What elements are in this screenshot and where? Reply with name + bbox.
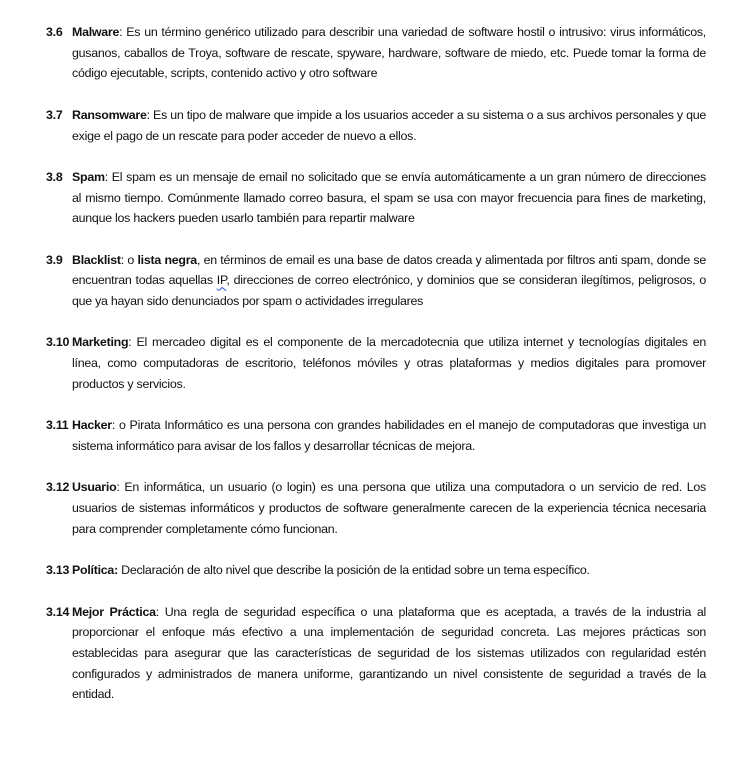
definition-text: : Es un tipo de malware que impide a los usuarios acceder a su sistema o a sus archivos personales y que exige el pago de un rescate para poder acceder de nuevo a ellos.	[72, 107, 706, 143]
definition-spam	[46, 167, 706, 229]
definition-term: Blacklist	[72, 252, 121, 267]
definition-term: Ransomware	[72, 107, 147, 122]
definition-ransomware	[46, 105, 706, 146]
definition-usuario	[46, 477, 706, 539]
section-number: 3.6	[46, 25, 63, 39]
definition-malware	[46, 22, 706, 84]
section-number: 3.11	[46, 418, 69, 433]
definition-text: , en términos de email es una base de datos creada y alimentada por filtros anti spam, donde se encuentran todas aquellas	[72, 252, 706, 288]
definition-blacklist	[46, 250, 707, 312]
definition-mejor-practica	[46, 602, 706, 706]
definition-text: : El spam es un mensaje de email no solicitado que se envía automáticamente a un gran número de direcciones al mismo tiempo. Comúnmente llamado correo basura, el spam se usa con mayor frecuencia para fines de marketing, aunque los hackers pueden usarlo también para repartir malware	[72, 169, 706, 226]
definition-politica	[46, 560, 706, 581]
definition-term: Usuario	[72, 480, 117, 495]
definition-term: Malware	[72, 25, 120, 39]
section-number: 3.10	[46, 335, 70, 350]
definition-text: : Es un término genérico utilizado para describir una variedad de software hostil o intrusivo: virus informáticos, gusanos, caballos de Troya, software de rescate, spyware, hardware, software de miedo, etc. Puede tomar la forma de código ejecutable, scripts, contenido activo y otro software	[72, 25, 706, 81]
definition-term: Política:	[72, 563, 118, 578]
definition-text: , direcciones de correo electrónico, y dominios que se consideran ilegítimos, peligrosos, o que ya hayan sido denunciados por spam o actividades irregulares	[72, 273, 707, 309]
definition-text: Declaración de alto nivel que describe la posición de la entidad sobre un tema específico.	[117, 563, 590, 578]
definition-term-alias: lista negra	[137, 252, 197, 267]
definition-text: : Una regla de seguridad específica o una plataforma que es aceptada, a través de la industria al proporcionar el enfoque más efectivo a una implementación de seguridad concreta. Las mejores prácticas son establecidas para asegurar que las características de seguridad de los sistemas utilizados con regularidad estén configurados y administrados de manera uniforme, garantizando un nivel consistente de seguridad a través de la entidad.	[72, 604, 706, 702]
definition-text: : o	[120, 252, 138, 267]
definition-text: : o Pirata Informático es una persona con grandes habilidades en el manejo de computadoras que investiga un sistema informático para avisar de los fallos y desarrollar técnicas de mejora.	[72, 418, 706, 453]
definition-term: Hacker	[72, 418, 112, 433]
definition-text: : El mercadeo digital es el componente de la mercadotecnia que utiliza internet y tecnologías digitales en línea, como computadoras de escritorio, teléfonos móviles y otras plataformas y medios digitales para promover productos y servicios.	[72, 335, 706, 391]
definition-marketing	[46, 332, 706, 394]
definition-hacker	[46, 415, 706, 456]
section-number: 3.13	[46, 563, 70, 578]
section-number: 3.14	[46, 604, 70, 619]
section-number: 3.7	[46, 107, 63, 122]
definition-term: Marketing	[72, 335, 129, 350]
definition-term: Spam	[72, 169, 105, 184]
spellcheck-flagged-word[interactable]: IP	[216, 273, 227, 288]
section-number: 3.9	[46, 252, 63, 267]
definition-term: Mejor Práctica	[72, 604, 156, 619]
section-number: 3.12	[46, 480, 70, 495]
definition-text: : En informática, un usuario (o login) es una persona que utiliza una computadora o un servicio de red. Los usuarios de sistemas informáticos y productos de software generalmente carecen de la experiencia técnica necesaria para comprender completamente cómo funcionan.	[72, 480, 706, 536]
section-number: 3.8	[46, 169, 63, 184]
